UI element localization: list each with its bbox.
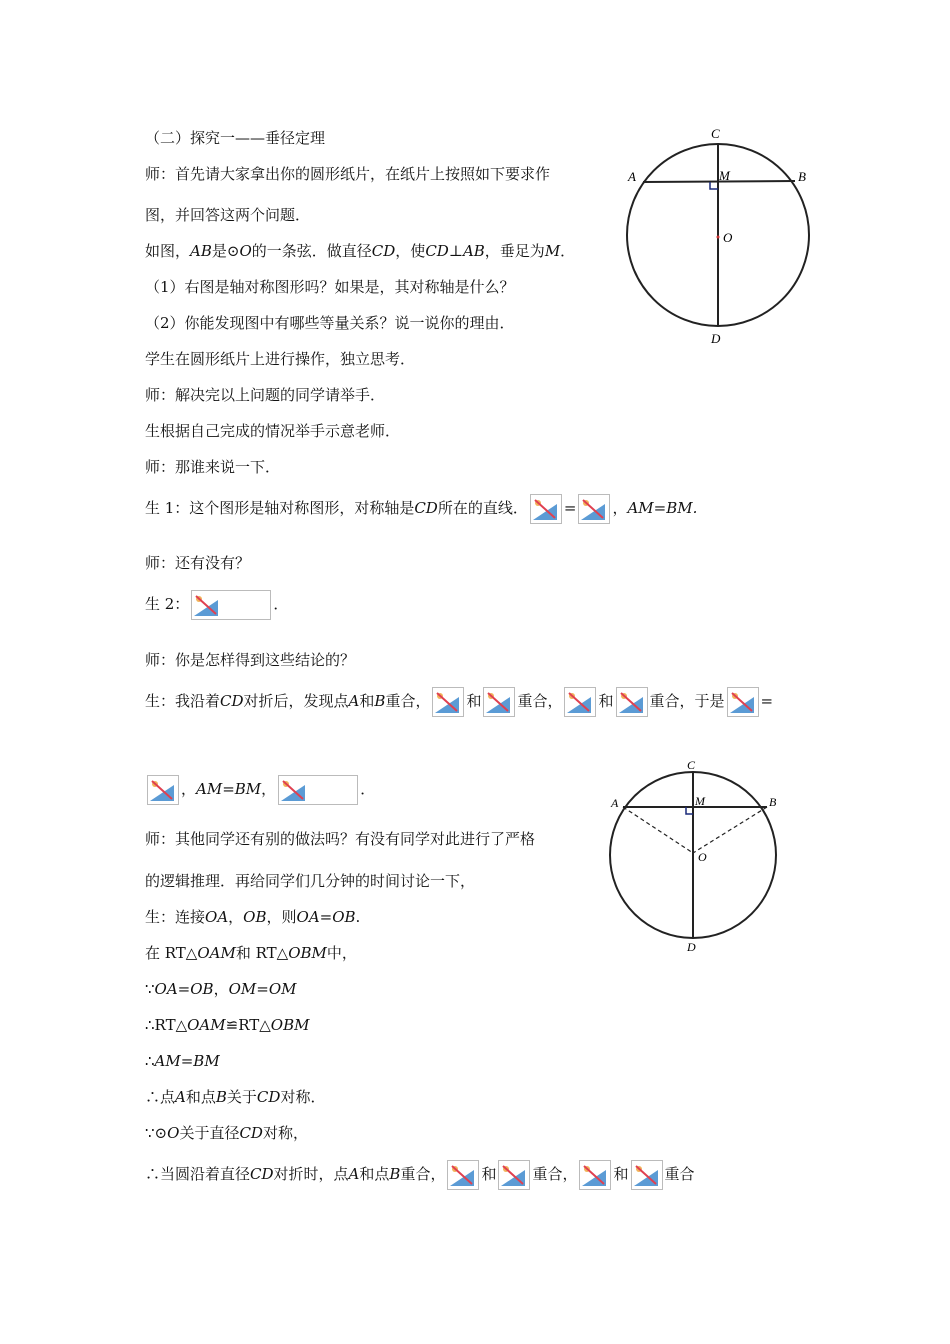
para-teacher-other-methods-cont: 的逻辑推理．再给同学们几分钟的时间讨论一下， bbox=[145, 872, 476, 890]
label-a: A bbox=[628, 169, 636, 184]
image-placeholder-icon bbox=[631, 1160, 663, 1190]
image-placeholder-icon bbox=[147, 775, 179, 805]
proof-circle-symmetric: ∵⊙O关于直径CD对称， bbox=[145, 1124, 308, 1142]
para-figure-description: 如图，AB是⊙O的一条弦．做直径CD，使CD⊥AB，垂足为M． bbox=[145, 242, 576, 260]
label-m: M bbox=[695, 794, 705, 808]
center-point bbox=[717, 236, 720, 239]
image-placeholder-icon bbox=[278, 775, 358, 805]
image-placeholder-icon bbox=[498, 1160, 530, 1190]
proof-triangles: 在 RT△OAM和 RT△OBM中， bbox=[145, 944, 357, 962]
image-placeholder-icon bbox=[483, 687, 515, 717]
label-o: O bbox=[698, 850, 707, 864]
para-teacher-any-more: 师：还有没有？ bbox=[145, 554, 251, 572]
radius-ob bbox=[693, 807, 767, 853]
proof-connect: 生：连接OA，OB，则OA=OB. bbox=[145, 908, 361, 926]
label-a: A bbox=[611, 796, 619, 810]
proof-equal-segments: ∴AM=BM bbox=[145, 1052, 220, 1070]
label-c: C bbox=[711, 126, 720, 141]
para-student-fold: 生：我沿着CD对折后，发现点A和B重合， 和 重合， 和 重合，于是 = bbox=[145, 687, 773, 717]
label-o: O bbox=[723, 230, 733, 245]
para-students-operate: 学生在圆形纸片上进行操作，独立思考． bbox=[145, 350, 416, 368]
question-1: （1）右图是轴对称图形吗？如果是，其对称轴是什么？ bbox=[145, 278, 515, 296]
para-teacher-who: 师：那谁来说一下． bbox=[145, 458, 281, 476]
proof-because: ∵OA=OB，OM=OM bbox=[145, 980, 297, 998]
label-m: M bbox=[719, 168, 730, 183]
para-student2-answer: 生 2： ． bbox=[145, 590, 288, 620]
image-placeholder-icon bbox=[530, 494, 562, 524]
label-b: B bbox=[769, 795, 777, 809]
image-placeholder-icon bbox=[578, 494, 610, 524]
label-b: B bbox=[798, 169, 806, 184]
para-student1-answer: 生 1：这个图形是轴对称图形，对称轴是CD所在的直线． = ，AM=BM. bbox=[145, 494, 697, 524]
para-student-fold-cont: ，AM=BM， ． bbox=[145, 775, 375, 805]
image-placeholder-icon bbox=[564, 687, 596, 717]
radius-oa bbox=[623, 807, 693, 853]
label-d: D bbox=[687, 940, 696, 954]
image-placeholder-icon bbox=[616, 687, 648, 717]
section-heading: （二）探究一——垂径定理 bbox=[145, 129, 326, 147]
image-placeholder-icon bbox=[447, 1160, 479, 1190]
para-teacher-raise-hands: 师：解决完以上问题的同学请举手． bbox=[145, 386, 386, 404]
image-placeholder-icon bbox=[727, 687, 759, 717]
para-teacher-instructions-cont: 图，并回答这两个问题． bbox=[145, 206, 311, 224]
proof-fold-conclusion: ∴当圆沿着直径CD对折时，点A和点B重合， 和 重合， 和 重合 bbox=[145, 1160, 695, 1190]
label-c: C bbox=[687, 758, 696, 772]
right-angle-mark bbox=[710, 182, 718, 189]
right-angle-mark bbox=[686, 807, 693, 814]
question-2: （2）你能发现图中有哪些等量关系？说一说你的理由． bbox=[145, 314, 515, 332]
para-teacher-other-methods: 师：其他同学还有别的做法吗？有没有同学对此进行了严格 bbox=[145, 830, 536, 848]
figure-circle-with-radii bbox=[600, 755, 800, 955]
image-placeholder-icon bbox=[432, 687, 464, 717]
image-placeholder-icon bbox=[579, 1160, 611, 1190]
para-teacher-how: 师：你是怎样得到这些结论的？ bbox=[145, 651, 356, 669]
proof-symmetric-points: ∴点A和点B关于CD对称． bbox=[145, 1088, 326, 1106]
figure-circle-chord-diameter bbox=[610, 120, 830, 350]
para-teacher-instructions: 师：首先请大家拿出你的圆形纸片，在纸片上按照如下要求作 bbox=[145, 165, 551, 183]
label-d: D bbox=[711, 331, 721, 346]
image-placeholder-icon bbox=[191, 590, 271, 620]
para-students-raise-hands: 生根据自己完成的情况举手示意老师． bbox=[145, 422, 401, 440]
proof-congruent: ∴RT△OAM≌RT△OBM bbox=[145, 1016, 310, 1034]
